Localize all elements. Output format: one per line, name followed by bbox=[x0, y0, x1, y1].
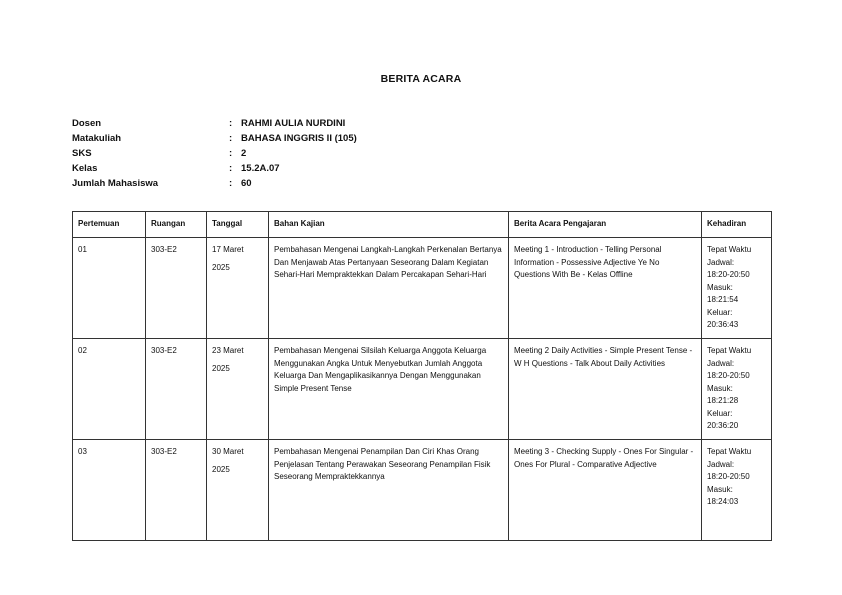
cell-tanggal: 17 Maret 2025 bbox=[207, 238, 269, 339]
table-row bbox=[73, 339, 772, 440]
cell-kehadiran bbox=[702, 238, 772, 339]
cell-kehadiran bbox=[702, 339, 772, 440]
kehadiran-line: 18:21:54 bbox=[707, 295, 739, 304]
kehadiran-line: 18:20-20:50 bbox=[707, 371, 750, 380]
info-value: RAHMI AULIA NURDINI bbox=[241, 118, 346, 129]
kehadiran-line: 20:36:43 bbox=[707, 320, 739, 329]
kehadiran-line: 18:20-20:50 bbox=[707, 270, 750, 279]
info-value: 2 bbox=[241, 148, 247, 159]
header-kehadiran: Kehadiran bbox=[702, 212, 772, 238]
kehadiran-line: Masuk: bbox=[707, 383, 733, 393]
header-bahan-kajian: Bahan Kajian bbox=[269, 212, 509, 238]
cell-berita-acara: Meeting 3 - Checking Supply - Ones For Singular - Ones For Plural - Comparative Adjective bbox=[509, 440, 702, 541]
cell-bahan-kajian: Pembahasan Mengenai Penampilan Dan Ciri Khas Orang Penjelasan Tentang Perawakan Seseorang Penampilan Fisik Seseorang Mempraktekkannya bbox=[269, 440, 509, 541]
info-row-jumlah-mahasiswa bbox=[72, 176, 357, 191]
info-value: 15.2A.07 bbox=[241, 163, 280, 174]
meeting-table bbox=[72, 211, 772, 541]
course-info bbox=[72, 116, 357, 191]
cell-kehadiran bbox=[702, 440, 772, 541]
cell-berita-acara: Meeting 2 Daily Activities - Simple Present Tense - W H Questions - Talk About Daily Activities bbox=[509, 339, 702, 440]
kehadiran-line: Masuk: bbox=[707, 484, 733, 494]
cell-pertemuan: 02 bbox=[73, 339, 146, 440]
info-colon: : bbox=[229, 118, 233, 129]
table-header-row bbox=[73, 212, 772, 238]
table-row bbox=[73, 238, 772, 339]
header-pertemuan: Pertemuan bbox=[73, 212, 146, 238]
kehadiran-line: Tepat Waktu bbox=[707, 245, 752, 254]
kehadiran-line: Tepat Waktu bbox=[707, 447, 752, 456]
cell-bahan-kajian: Pembahasan Mengenai Silsilah Keluarga Anggota Keluarga Menggunakan Angka Untuk Menyebutkan Jumlah Anggota Keluarga Dan Mengaplikasikannya Dengan Menggunakan Simple Present Tense bbox=[269, 339, 509, 440]
kehadiran-line: Keluar: bbox=[707, 408, 733, 418]
kehadiran-line: 18:21:28 bbox=[707, 396, 739, 405]
info-value: BAHASA INGGRIS II (105) bbox=[241, 133, 357, 144]
info-label: Kelas bbox=[72, 163, 98, 174]
kehadiran-line: Keluar: bbox=[707, 307, 733, 317]
info-value: 60 bbox=[241, 178, 252, 189]
kehadiran-line: Jadwal: bbox=[707, 459, 735, 469]
info-colon: : bbox=[229, 178, 233, 189]
cell-bahan-kajian: Pembahasan Mengenai Langkah-Langkah Perkenalan Bertanya Dan Menjawab Atas Pertanyaan Seseorang Dalam Kegiatan Sehari-Hari Mempraktekkan Dalam Percakapan Sehari-Hari bbox=[269, 238, 509, 339]
cell-ruangan: 303-E2 bbox=[146, 238, 207, 339]
info-row-dosen bbox=[72, 116, 357, 131]
info-colon: : bbox=[229, 148, 233, 159]
info-label: Dosen bbox=[72, 118, 102, 129]
cell-tanggal: 30 Maret 2025 bbox=[207, 440, 269, 541]
cell-ruangan: 303-E2 bbox=[146, 440, 207, 541]
document-title: BERITA ACARA bbox=[380, 73, 462, 85]
cell-pertemuan: 01 bbox=[73, 238, 146, 339]
cell-pertemuan: 03 bbox=[73, 440, 146, 541]
kehadiran-line: 18:20-20:50 bbox=[707, 472, 750, 481]
info-label: SKS bbox=[72, 148, 92, 159]
cell-tanggal: 23 Maret 2025 bbox=[207, 339, 269, 440]
info-colon: : bbox=[229, 133, 233, 144]
info-label: Jumlah Mahasiswa bbox=[72, 178, 159, 189]
cell-berita-acara: Meeting 1 - Introduction - Telling Personal Information - Possessive Adjective Ye No Questions With Be - Kelas Offline bbox=[509, 238, 702, 339]
kehadiran-line: 18:24:03 bbox=[707, 497, 739, 506]
kehadiran-line: Jadwal: bbox=[707, 257, 735, 267]
info-colon: : bbox=[229, 163, 233, 174]
cell-ruangan: 303-E2 bbox=[146, 339, 207, 440]
kehadiran-line: 20:36:20 bbox=[707, 421, 739, 430]
info-row-kelas bbox=[72, 161, 357, 176]
header-tanggal: Tanggal bbox=[207, 212, 269, 238]
info-label: Matakuliah bbox=[72, 133, 122, 144]
header-berita-acara: Berita Acara Pengajaran bbox=[509, 212, 702, 238]
table-row bbox=[73, 440, 772, 541]
header-ruangan: Ruangan bbox=[146, 212, 207, 238]
info-row-sks bbox=[72, 146, 357, 161]
kehadiran-line: Jadwal: bbox=[707, 358, 735, 368]
info-row-matakuliah bbox=[72, 131, 357, 146]
kehadiran-line: Masuk: bbox=[707, 282, 733, 292]
kehadiran-line: Tepat Waktu bbox=[707, 346, 752, 355]
